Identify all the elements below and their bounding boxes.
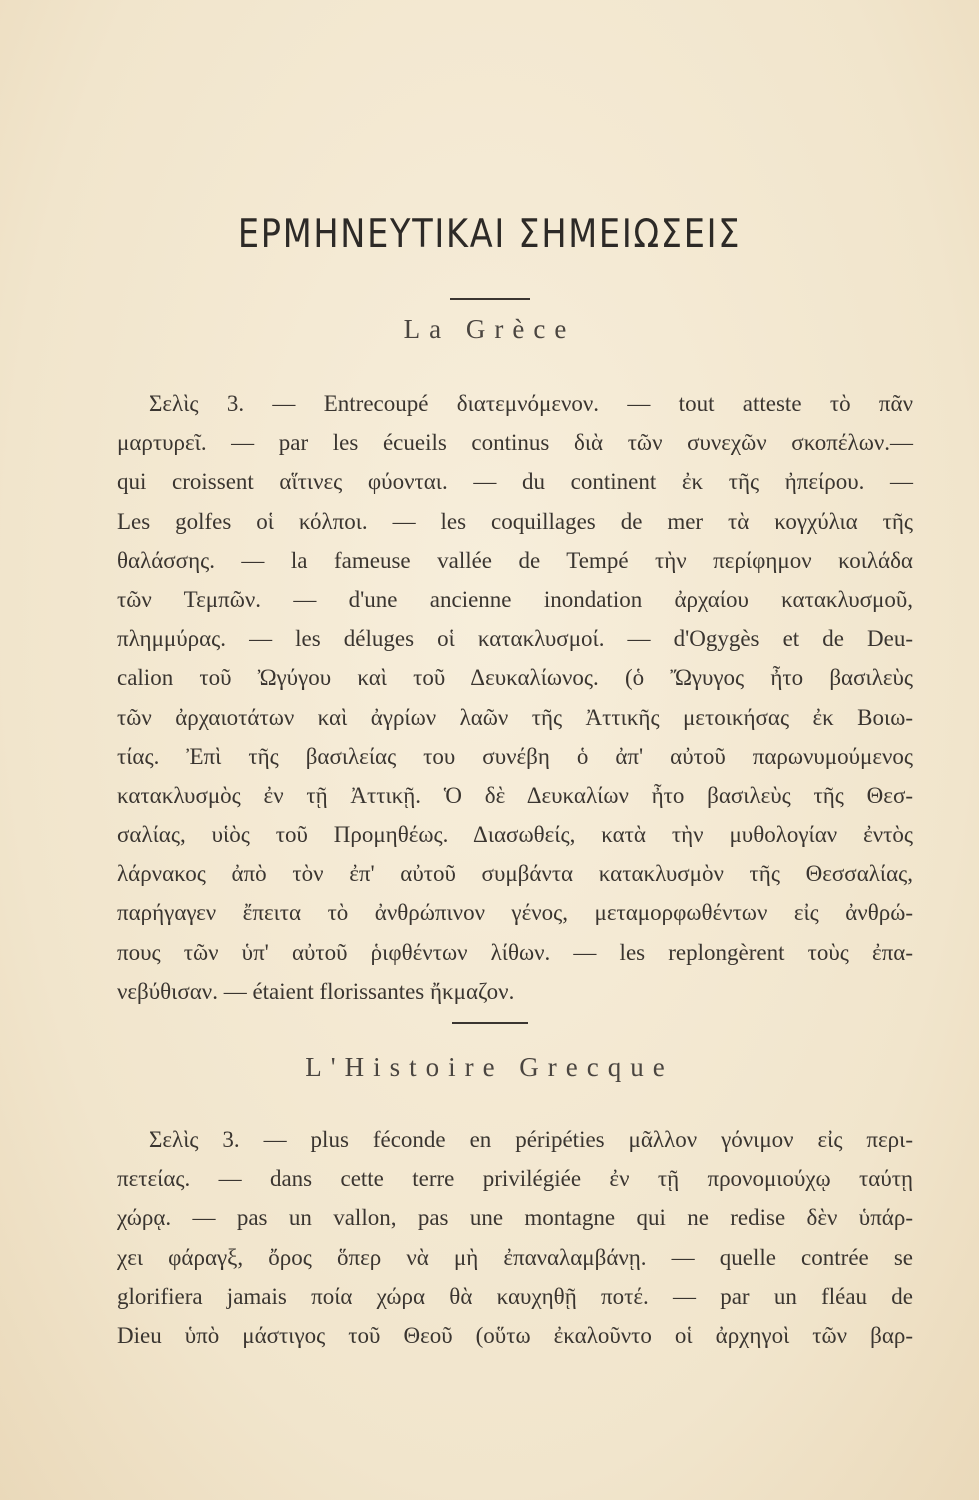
text-line: Dieu ὑπὸ μάστιγος τοῦ Θεοῦ (οὕτω ἐκαλοῦντο οἱ ἀρχηγοὶ τῶν βαρ- — [117, 1322, 913, 1348]
text-line: τῶν Τεμπῶν. — d'une ancienne inondation ἀρχαίου κατακλυσμοῦ, — [117, 586, 913, 612]
text-line: χώρᾳ. — pas un vallon, pas une montagne qui ne redise δὲν ὑπάρ- — [117, 1205, 913, 1231]
title-divider — [450, 298, 530, 300]
text-line: μαρτυρεῖ. — par les écueils continus διὰ τῶν συνεχῶν σκοπέλων.— — [117, 430, 913, 456]
section-divider — [452, 1022, 528, 1024]
text-line: Σελὶς 3. — plus féconde en péripéties μᾶλλον γόνιμον εἰς περι- — [149, 1127, 913, 1152]
text-line: λάρνακος ἀπὸ τὸν ἐπ' αὐτοῦ συμβάντα κατακλυσμὸν τῆς Θεσσαλίας, — [117, 861, 913, 887]
text-line: παρήγαγεν ἔπειτα τὸ ἀνθρώπινον γένος, μεταμορφωθέντων εἰς ἀνθρώ- — [117, 900, 913, 926]
text-line: calion τοῦ Ὠγύγου καὶ τοῦ Δευκαλίωνος. (ὁ Ὤγυγος ἦτο βασιλεὺς — [117, 665, 913, 691]
text-line: τῶν ἀρχαιοτάτων καὶ ἀγρίων λαῶν τῆς Ἀττικῆς μετοικήσας ἐκ Βοιω- — [117, 704, 913, 730]
text-line: qui croissent αἵτινες φύονται. — du continent ἐκ τῆς ἠπείρου. — — [117, 469, 913, 495]
text-line: τίας. Ἐπὶ τῆς βασιλείας του συνέβη ὁ ἀπ' αὐτοῦ παρωνυμούμενος — [117, 743, 913, 769]
text-line: κατακλυσμὸς ἐν τῇ Ἀττικῇ. Ὁ δὲ Δευκαλίων ἦτο βασιλεὺς τῆς Θεσ- — [117, 782, 913, 808]
text-line: νεβύθισαν. — étaient florissantes ἤκμαζον. — [117, 978, 515, 1004]
text-line: σαλίας, υἱὸς τοῦ Προμηθέως. Διασωθείς, κατὰ τὴν μυθολογίαν ἐντὸς — [117, 822, 913, 848]
text-line: πλημμύρας. — les déluges οἱ κατακλυσμοί. — d'Ogygès et de Deu- — [117, 626, 913, 652]
text-line: πους τῶν ὑπ' αὐτοῦ ῥιφθέντων λίθων. — les replongèrent τοὺς ἐπα- — [117, 939, 913, 965]
section-body-histoire-grecque — [117, 1120, 913, 1355]
text-line: χει φάραγξ, ὄρος ὅπερ νὰ μὴ ἐπαναλαμβάνῃ. — quelle contrée se — [117, 1244, 913, 1270]
section-heading-la-grece: La Grèce — [403, 314, 576, 344]
text-line: Les golfes οἱ κόλποι. — les coquillages de mer τὰ κογχύλια τῆς — [117, 508, 913, 534]
text-line: θαλάσσης. — la fameuse vallée de Tempé τὴν περίφημον κοιλάδα — [117, 547, 913, 573]
section-body-la-grece — [117, 384, 913, 1011]
section-heading-histoire-grecque: L'Histoire Grecque — [305, 1052, 674, 1082]
text-line: Σελὶς 3. — Entrecoupé διατεμνόμενον. — tout atteste τὸ πᾶν — [149, 391, 913, 416]
page-title: ΕΡΜΗΝΕΥΤΙΚΑΙ ΣΗΜΕΙΩΣΕΙΣ — [237, 212, 742, 257]
text-line: πετείας. — dans cette terre privilégiée ἐν τῇ προνομιούχῳ ταύτῃ — [117, 1166, 913, 1192]
text-line: glorifiera jamais ποία χώρα θὰ καυχηθῇ ποτέ. — par un fléau de — [117, 1283, 913, 1309]
